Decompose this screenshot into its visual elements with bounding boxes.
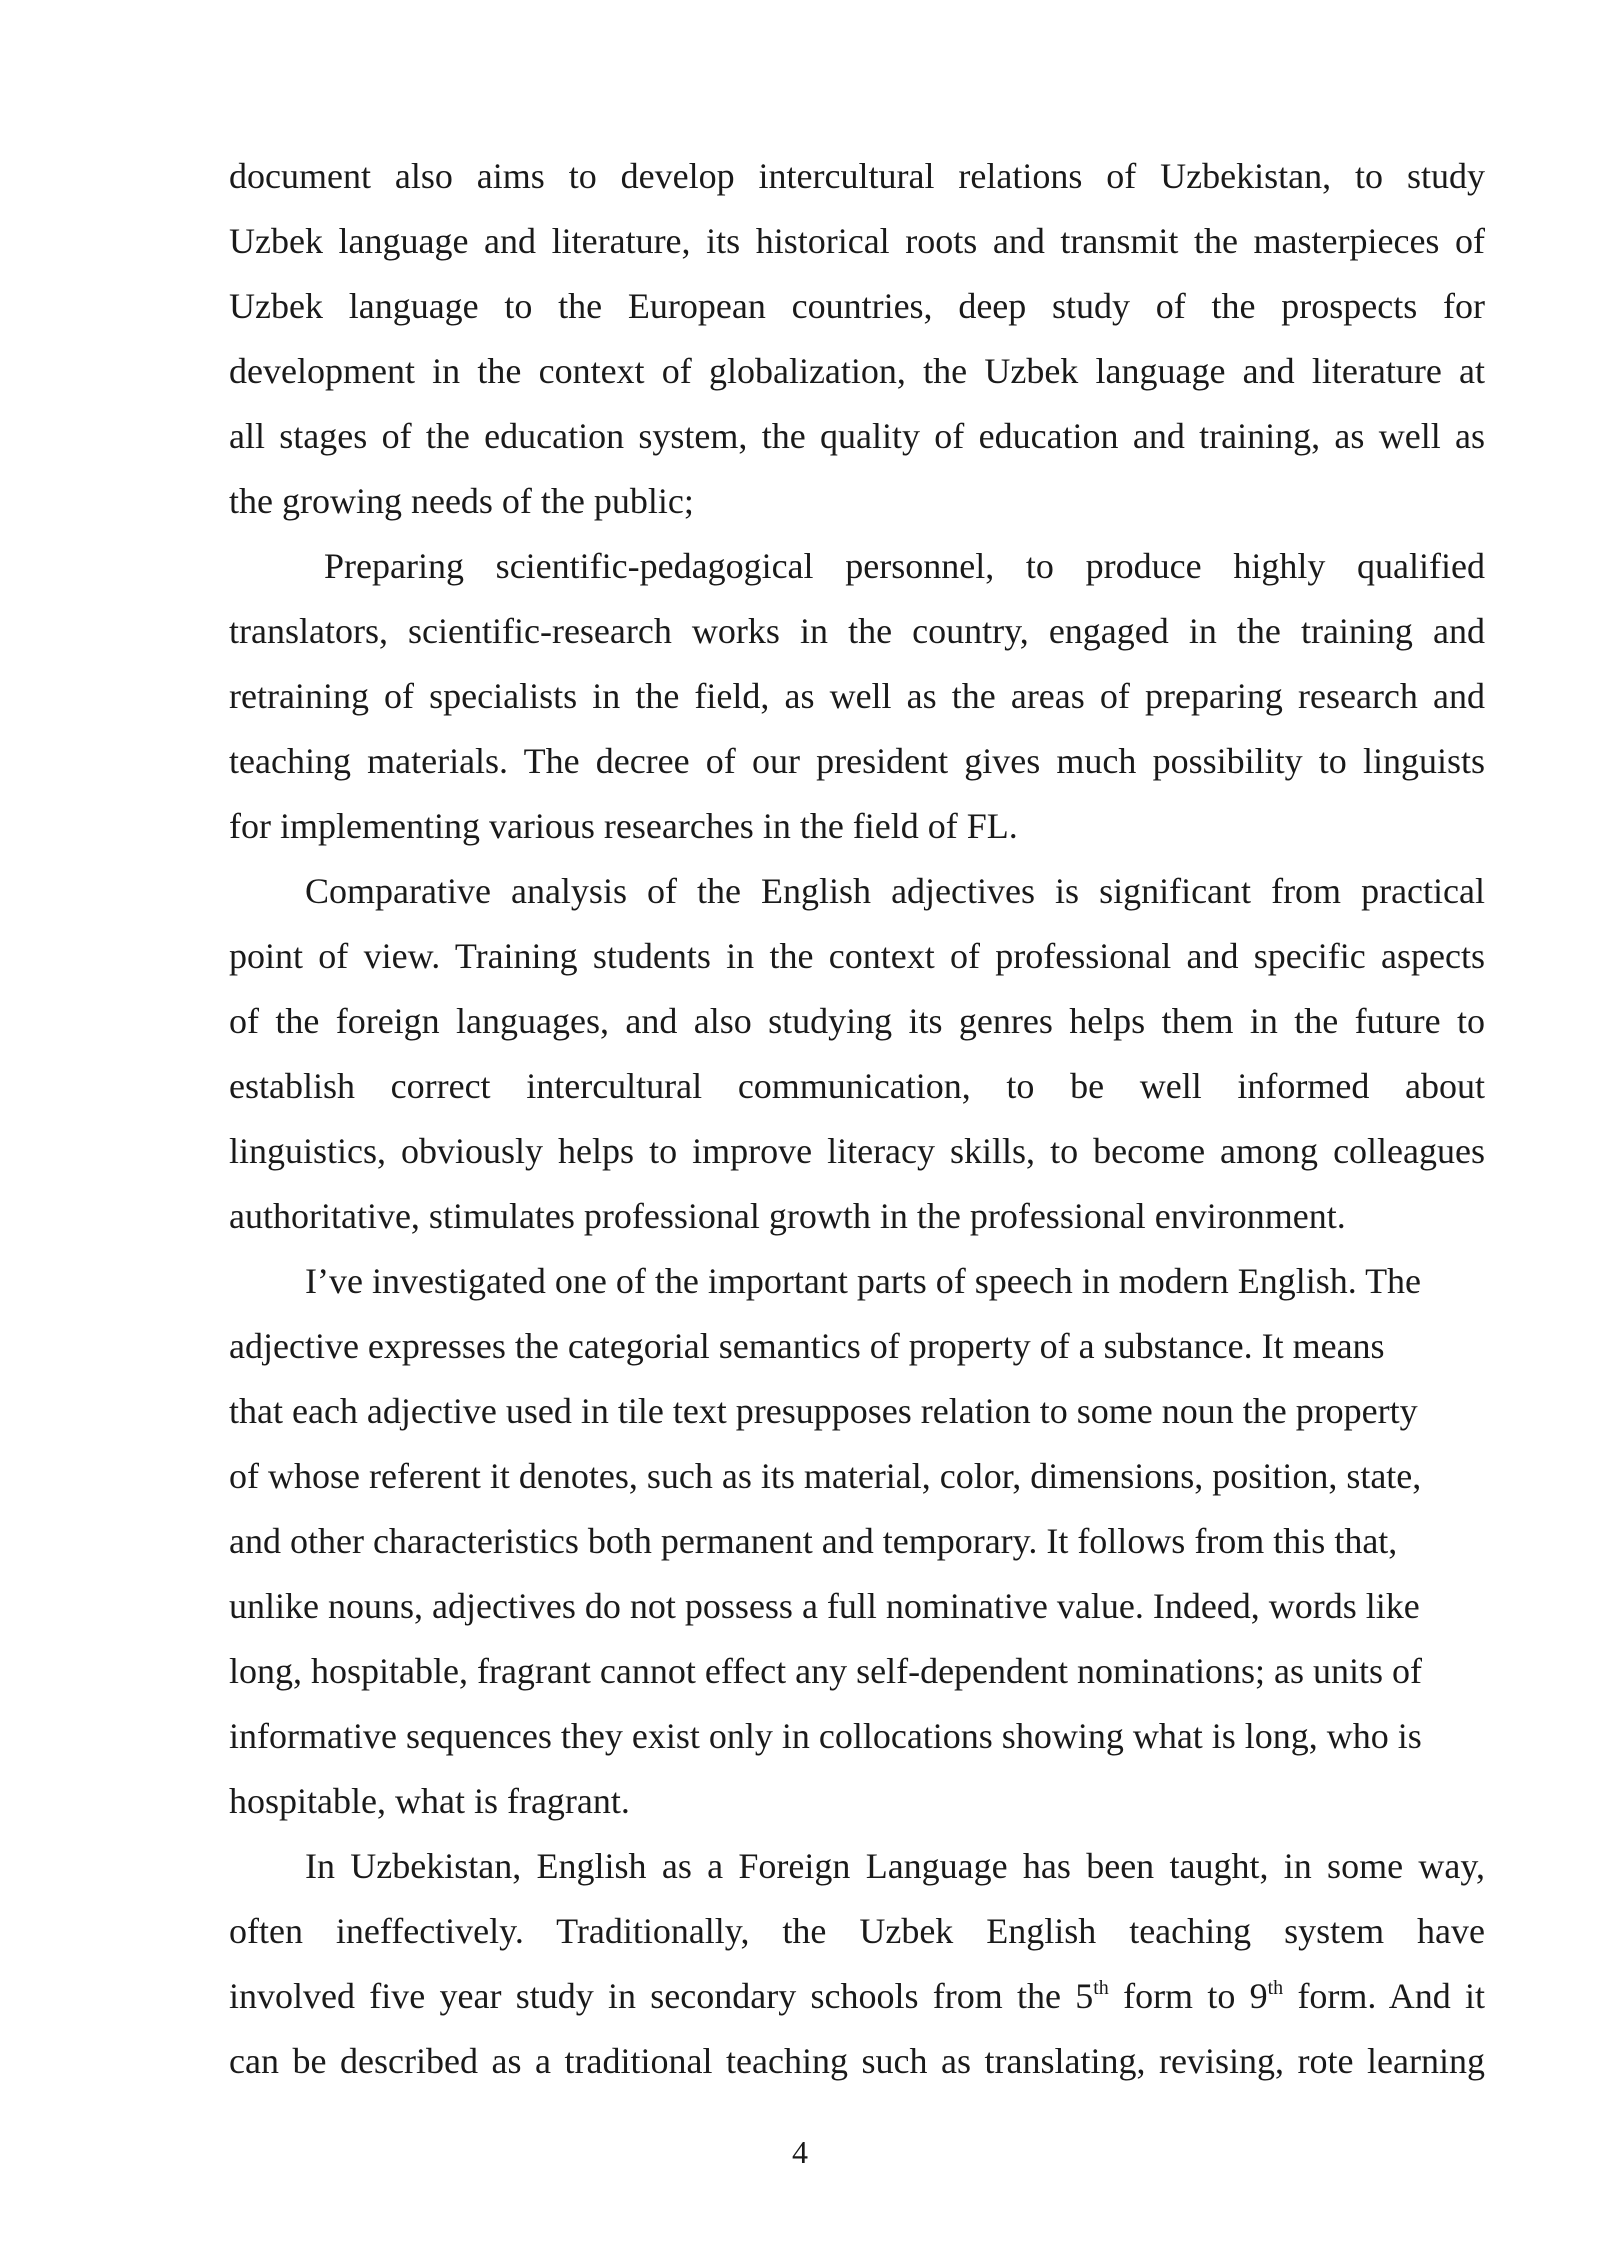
page-number: 4: [792, 2134, 808, 2170]
text-line: authoritative, stimulates professional growth in the professional environment.: [229, 1196, 1346, 1236]
text-line: long, hospitable, fragrant cannot effect any self-dependent nominations; as units of: [229, 1651, 1422, 1691]
text-line: linguistics, obviously helps to improve literacy skills, to become among colleagues: [229, 1131, 1485, 1171]
text-line: of the foreign languages, and also studying its genres helps them in the future to: [229, 1001, 1485, 1041]
text-line: unlike nouns, adjectives do not possess a full nominative value. Indeed, words like: [229, 1586, 1420, 1626]
paragraph-comparative-analysis: [229, 859, 1485, 1249]
text-line: can be described as a traditional teaching such as translating, revising, rote learning: [229, 2041, 1485, 2081]
document-body: [229, 144, 1485, 2094]
text-line: translators, scientific-research works in the country, engaged in the training and: [229, 611, 1485, 651]
text-line: In Uzbekistan, English as a Foreign Language has been taught, in some way,: [305, 1846, 1485, 1886]
text-line: and other characteristics both permanent and temporary. It follows from this that,: [229, 1521, 1398, 1561]
text-line: document also aims to develop intercultural relations of Uzbekistan, to study: [229, 156, 1485, 196]
text-line: often ineffectively. Traditionally, the Uzbek English teaching system have: [229, 1911, 1485, 1951]
text-line: Comparative analysis of the English adjectives is significant from practical: [305, 871, 1485, 911]
text-line: for implementing various researches in the field of FL.: [229, 806, 1018, 846]
text-line: hospitable, what is fragrant.: [229, 1781, 630, 1821]
text-line: retraining of specialists in the field, as well as the areas of preparing research and: [229, 676, 1485, 716]
paragraph-intercultural-relations: [229, 144, 1485, 534]
text-line: Preparing scientific-pedagogical personnel, to produce highly qualified: [324, 546, 1485, 586]
ordinal-superscript: th: [1267, 1977, 1284, 1999]
text-line: that each adjective used in tile text presupposes relation to some noun the property: [229, 1391, 1418, 1431]
text-line: I’ve investigated one of the important parts of speech in modern English. The: [305, 1261, 1422, 1301]
text-line: adjective expresses the categorial semantics of property of a substance. It means: [229, 1326, 1385, 1366]
text-segment: involved five year study in secondary schools from the 5: [229, 1976, 1094, 2016]
text-line: the growing needs of the public;: [229, 481, 694, 521]
ordinal-superscript: th: [1093, 1977, 1109, 1999]
text-line: all stages of the education system, the quality of education and training, as well as: [229, 416, 1485, 456]
text-line: establish correct intercultural communication, to be well informed about: [229, 1066, 1485, 1106]
text-line: of whose referent it denotes, such as its material, color, dimensions, position, state,: [229, 1456, 1422, 1496]
text-line: [229, 1964, 1485, 2029]
text-line: development in the context of globalization, the Uzbek language and literature at: [229, 351, 1485, 391]
text-line: informative sequences they exist only in collocations showing what is long, who is: [229, 1716, 1422, 1756]
text-line: point of view. Training students in the context of professional and specific aspects: [229, 936, 1485, 976]
paragraph-preparing-personnel: [229, 534, 1485, 859]
text-line: teaching materials. The decree of our president gives much possibility to linguists: [229, 741, 1485, 781]
text-segment: form to 9: [1108, 1976, 1268, 2016]
paragraph-efl-in-uzbekistan: [229, 1834, 1485, 2094]
text-segment: form. And it: [1283, 1976, 1485, 2016]
paragraph-adjective-semantics: [229, 1249, 1485, 1834]
text-line: Uzbek language and literature, its historical roots and transmit the masterpieces of: [229, 221, 1485, 261]
text-line: Uzbek language to the European countries, deep study of the prospects for: [229, 286, 1485, 326]
